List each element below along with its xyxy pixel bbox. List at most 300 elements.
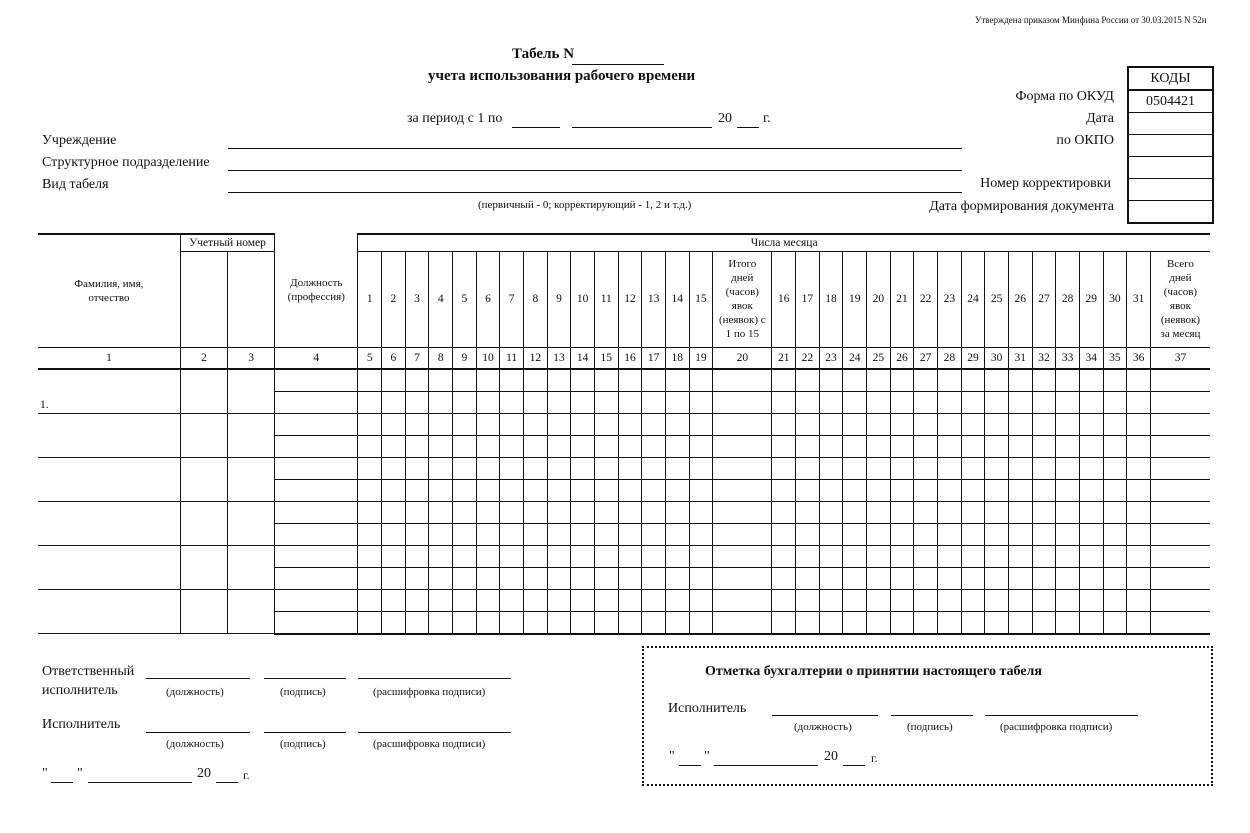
timesheet-cell[interactable] [547,369,571,392]
timesheet-cell[interactable] [689,391,713,413]
account-number-cell[interactable] [228,413,275,457]
timesheet-cell[interactable] [772,457,796,479]
timesheet-cell[interactable] [642,413,666,435]
timesheet-cell[interactable] [358,501,382,523]
acc-year-field[interactable] [843,765,865,766]
timesheet-cell[interactable] [843,501,867,523]
timesheet-cell[interactable] [1127,413,1151,435]
timesheet-cell[interactable] [523,435,547,457]
timesheet-cell[interactable] [382,391,406,413]
timesheet-cell[interactable] [1127,567,1151,589]
timesheet-cell[interactable] [453,391,477,413]
timesheet-cell[interactable] [772,369,796,392]
timesheet-cell[interactable] [642,391,666,413]
timesheet-cell[interactable] [843,479,867,501]
timesheet-cell[interactable] [689,523,713,545]
timesheet-cell[interactable] [1032,545,1056,567]
timesheet-cell[interactable] [961,479,985,501]
timesheet-cell[interactable] [890,413,914,435]
timesheet-cell[interactable] [405,567,429,589]
timesheet-cell[interactable] [713,369,772,392]
timesheet-cell[interactable] [914,457,938,479]
timesheet-cell[interactable] [1079,479,1103,501]
timesheet-cell[interactable] [618,567,642,589]
timesheet-cell[interactable] [689,545,713,567]
timesheet-cell[interactable] [1150,501,1210,523]
account-number-cell[interactable] [228,545,275,589]
timesheet-cell[interactable] [476,545,500,567]
timesheet-cell[interactable] [1127,523,1151,545]
account-number-cell[interactable] [228,369,275,414]
timesheet-cell[interactable] [453,523,477,545]
timesheet-cell[interactable] [772,523,796,545]
timesheet-cell[interactable] [985,413,1009,435]
timesheet-cell[interactable] [985,435,1009,457]
timesheet-cell[interactable] [618,413,642,435]
timesheet-cell[interactable] [890,391,914,413]
timesheet-cell[interactable] [382,501,406,523]
employee-name-cell[interactable] [38,457,180,501]
timesheet-cell[interactable] [594,567,618,589]
timesheet-cell[interactable] [405,391,429,413]
timesheet-cell[interactable] [772,501,796,523]
timesheet-cell[interactable] [867,611,891,634]
timesheet-cell[interactable] [1103,457,1127,479]
timesheet-cell[interactable] [618,545,642,567]
timesheet-cell[interactable] [642,567,666,589]
account-number-cell[interactable] [228,589,275,634]
timesheet-cell[interactable] [713,523,772,545]
timesheet-cell[interactable] [571,611,595,634]
timesheet-cell[interactable] [843,567,867,589]
timesheet-cell[interactable] [547,435,571,457]
timesheet-cell[interactable] [796,501,820,523]
timesheet-cell[interactable] [1032,391,1056,413]
account-number-cell[interactable] [180,501,227,545]
timesheet-cell[interactable] [819,611,843,634]
responsible-decoding-field[interactable] [358,678,511,679]
responsible-position-field[interactable] [146,678,250,679]
timesheet-cell[interactable] [500,501,524,523]
timesheet-cell[interactable] [819,435,843,457]
timesheet-cell[interactable] [1079,435,1103,457]
timesheet-cell[interactable] [937,391,961,413]
timesheet-cell[interactable] [1008,589,1032,611]
timesheet-cell[interactable] [405,413,429,435]
timesheet-cell[interactable] [571,589,595,611]
timesheet-cell[interactable] [571,567,595,589]
timesheet-cell[interactable] [618,523,642,545]
timesheet-cell[interactable] [1103,501,1127,523]
timesheet-cell[interactable] [867,501,891,523]
timesheet-cell[interactable] [819,545,843,567]
timesheet-cell[interactable] [843,369,867,392]
timesheet-cell[interactable] [665,413,689,435]
timesheet-cell[interactable] [571,391,595,413]
timesheet-cell[interactable] [1032,501,1056,523]
timesheet-cell[interactable] [1103,413,1127,435]
timesheet-cell[interactable] [642,457,666,479]
timesheet-cell[interactable] [914,435,938,457]
timesheet-cell[interactable] [796,435,820,457]
timesheet-cell[interactable] [819,457,843,479]
timesheet-cell[interactable] [642,435,666,457]
timesheet-cell[interactable] [796,589,820,611]
timesheet-cell[interactable] [796,567,820,589]
timesheet-cell[interactable] [665,567,689,589]
timesheet-cell[interactable] [914,391,938,413]
timesheet-cell[interactable] [1008,391,1032,413]
timesheet-cell[interactable] [961,611,985,634]
timesheet-cell[interactable] [476,479,500,501]
correction-code-cell[interactable] [1129,178,1212,200]
timesheet-cell[interactable] [358,589,382,611]
timesheet-cell[interactable] [405,545,429,567]
timesheet-cell[interactable] [819,589,843,611]
timesheet-cell[interactable] [1103,567,1127,589]
timesheet-cell[interactable] [1056,413,1080,435]
timesheet-cell[interactable] [961,567,985,589]
timesheet-cell[interactable] [1056,567,1080,589]
timesheet-cell[interactable] [476,523,500,545]
timesheet-cell[interactable] [1079,391,1103,413]
sign-day-field[interactable] [51,782,73,783]
timesheet-cell[interactable] [594,369,618,392]
timesheet-cell[interactable] [1056,589,1080,611]
timesheet-cell[interactable] [665,457,689,479]
timesheet-cell[interactable] [867,457,891,479]
timesheet-cell[interactable] [713,589,772,611]
timesheet-cell[interactable] [571,413,595,435]
timesheet-cell[interactable] [476,435,500,457]
timesheet-cell[interactable] [500,611,524,634]
timesheet-cell[interactable] [713,545,772,567]
timesheet-cell[interactable] [358,545,382,567]
timesheet-cell[interactable] [772,435,796,457]
timesheet-cell[interactable] [1103,391,1127,413]
timesheet-cell[interactable] [1079,457,1103,479]
timesheet-cell[interactable] [1127,611,1151,634]
timesheet-cell[interactable] [914,501,938,523]
timesheet-cell[interactable] [819,501,843,523]
timesheet-cell[interactable] [961,435,985,457]
timesheet-cell[interactable] [1056,457,1080,479]
timesheet-cell[interactable] [594,391,618,413]
timesheet-cell[interactable] [1150,479,1210,501]
timesheet-cell[interactable] [665,501,689,523]
timesheet-cell[interactable] [405,611,429,634]
timesheet-cell[interactable] [1056,369,1080,392]
date-code-cell[interactable] [1129,112,1212,134]
timesheet-cell[interactable] [961,391,985,413]
timesheet-cell[interactable] [358,567,382,589]
timesheet-cell[interactable] [1103,435,1127,457]
timesheet-cell[interactable] [275,413,358,435]
timesheet-cell[interactable] [985,501,1009,523]
timesheet-cell[interactable] [547,523,571,545]
timesheet-cell[interactable] [642,523,666,545]
timesheet-cell[interactable] [796,523,820,545]
timesheet-cell[interactable] [867,567,891,589]
timesheet-cell[interactable] [594,523,618,545]
timesheet-cell[interactable] [429,413,453,435]
timesheet-cell[interactable] [1150,369,1210,392]
timesheet-cell[interactable] [713,435,772,457]
timesheet-cell[interactable] [961,413,985,435]
timesheet-cell[interactable] [796,479,820,501]
timesheet-cell[interactable] [937,611,961,634]
timesheet-cell[interactable] [713,567,772,589]
timesheet-cell[interactable] [1056,501,1080,523]
timesheet-cell[interactable] [523,545,547,567]
timesheet-cell[interactable] [1127,589,1151,611]
timesheet-cell[interactable] [1079,501,1103,523]
account-number-cell[interactable] [180,369,227,414]
timesheet-cell[interactable] [571,501,595,523]
timesheet-cell[interactable] [594,589,618,611]
timesheet-cell[interactable] [937,523,961,545]
timesheet-cell[interactable] [1079,369,1103,392]
timesheet-cell[interactable] [382,369,406,392]
timesheet-cell[interactable] [500,479,524,501]
timesheet-cell[interactable] [453,567,477,589]
timesheet-cell[interactable] [819,523,843,545]
timesheet-cell[interactable] [1079,589,1103,611]
timesheet-cell[interactable] [1032,457,1056,479]
employee-name-cell[interactable] [38,545,180,589]
timesheet-cell[interactable] [867,589,891,611]
executor-decoding-field[interactable] [358,732,511,733]
timesheet-cell[interactable] [547,501,571,523]
timesheet-cell[interactable] [1103,479,1127,501]
timesheet-cell[interactable] [890,501,914,523]
timesheet-cell[interactable] [772,391,796,413]
timesheet-cell[interactable] [275,545,358,567]
timesheet-cell[interactable] [914,567,938,589]
employee-name-cell[interactable] [38,413,180,457]
timesheet-cell[interactable] [1008,413,1032,435]
timesheet-cell[interactable] [689,479,713,501]
timesheet-cell[interactable] [500,413,524,435]
timesheet-cell[interactable] [843,545,867,567]
timesheet-cell[interactable] [1103,589,1127,611]
timesheet-cell[interactable] [796,413,820,435]
timesheet-cell[interactable] [867,545,891,567]
timesheet-cell[interactable] [382,435,406,457]
timesheet-cell[interactable] [547,611,571,634]
timesheet-cell[interactable] [453,611,477,634]
timesheet-cell[interactable] [1056,523,1080,545]
timesheet-cell[interactable] [665,589,689,611]
timesheet-cell[interactable] [937,435,961,457]
timesheet-cell[interactable] [713,457,772,479]
timesheet-cell[interactable] [547,589,571,611]
timesheet-cell[interactable] [1103,523,1127,545]
timesheet-cell[interactable] [843,523,867,545]
timesheet-cell[interactable] [985,545,1009,567]
timesheet-cell[interactable] [819,391,843,413]
accounting-position-field[interactable] [772,715,878,716]
timesheet-cell[interactable] [594,501,618,523]
timesheet-cell[interactable] [547,413,571,435]
blank-code-cell[interactable] [1129,156,1212,178]
timesheet-cell[interactable] [689,435,713,457]
timesheet-cell[interactable] [1150,457,1210,479]
timesheet-cell[interactable] [1150,523,1210,545]
timesheet-cell[interactable] [713,611,772,634]
timesheet-cell[interactable] [382,457,406,479]
accounting-signature-field[interactable] [891,715,973,716]
timesheet-cell[interactable] [275,589,358,611]
timesheet-cell[interactable] [405,457,429,479]
timesheet-cell[interactable] [1103,545,1127,567]
timesheet-cell[interactable] [382,611,406,634]
timesheet-cell[interactable] [961,457,985,479]
timesheet-cell[interactable] [937,589,961,611]
employee-name-cell[interactable] [38,501,180,545]
timesheet-cell[interactable] [453,435,477,457]
timesheet-cell[interactable] [275,567,358,589]
timesheet-cell[interactable] [1008,435,1032,457]
timesheet-cell[interactable] [642,501,666,523]
timesheet-cell[interactable] [429,501,453,523]
timesheet-cell[interactable] [618,457,642,479]
timesheet-cell[interactable] [937,501,961,523]
timesheet-cell[interactable] [1008,567,1032,589]
timesheet-cell[interactable] [476,589,500,611]
timesheet-cell[interactable] [1127,457,1151,479]
acc-month-field[interactable] [714,765,818,766]
timesheet-cell[interactable] [772,479,796,501]
executor-signature-field[interactable] [264,732,346,733]
timesheet-cell[interactable] [500,457,524,479]
acc-day-field[interactable] [679,765,701,766]
timesheet-cell[interactable] [985,369,1009,392]
timesheet-cell[interactable] [867,391,891,413]
timesheet-cell[interactable] [523,369,547,392]
timesheet-cell[interactable] [429,457,453,479]
timesheet-cell[interactable] [618,611,642,634]
timesheet-cell[interactable] [796,369,820,392]
timesheet-cell[interactable] [914,611,938,634]
timesheet-cell[interactable] [618,589,642,611]
timesheet-cell[interactable] [1127,369,1151,392]
timesheet-cell[interactable] [1032,611,1056,634]
timesheet-cell[interactable] [890,545,914,567]
timesheet-cell[interactable] [689,457,713,479]
timesheet-cell[interactable] [665,391,689,413]
timesheet-cell[interactable] [500,589,524,611]
timesheet-cell[interactable] [665,545,689,567]
timesheet-cell[interactable] [476,391,500,413]
timesheet-cell[interactable] [665,435,689,457]
timesheet-cell[interactable] [665,611,689,634]
account-number-cell[interactable] [228,501,275,545]
timesheet-cell[interactable] [1056,545,1080,567]
timesheet-cell[interactable] [713,479,772,501]
timesheet-cell[interactable] [890,435,914,457]
timesheet-cell[interactable] [453,545,477,567]
subdivision-field[interactable] [228,170,962,171]
timesheet-cell[interactable] [405,435,429,457]
timesheet-cell[interactable] [1008,523,1032,545]
timesheet-cell[interactable] [1150,545,1210,567]
okud-code-cell[interactable]: 0504421 [1129,90,1212,112]
timesheet-cell[interactable] [843,611,867,634]
timesheet-cell[interactable] [523,611,547,634]
timesheet-cell[interactable] [1056,479,1080,501]
timesheet-cell[interactable] [890,611,914,634]
timesheet-cell[interactable] [796,611,820,634]
timesheet-cell[interactable] [523,479,547,501]
timesheet-cell[interactable] [1008,369,1032,392]
timesheet-cell[interactable] [689,413,713,435]
timesheet-cell[interactable] [358,479,382,501]
timesheet-cell[interactable] [275,479,358,501]
timesheet-cell[interactable] [453,589,477,611]
timesheet-cell[interactable] [1032,435,1056,457]
sign-year-field[interactable] [216,782,238,783]
account-number-cell[interactable] [180,413,227,457]
timesheet-cell[interactable] [961,369,985,392]
timesheet-cell[interactable] [429,589,453,611]
timesheet-cell[interactable] [796,545,820,567]
timesheet-cell[interactable] [819,479,843,501]
timesheet-cell[interactable] [914,369,938,392]
timesheet-cell[interactable] [429,567,453,589]
timesheet-cell[interactable] [1127,501,1151,523]
timesheet-cell[interactable] [1079,611,1103,634]
timesheet-cell[interactable] [429,611,453,634]
timesheet-cell[interactable] [358,435,382,457]
timesheet-cell[interactable] [665,523,689,545]
timesheet-cell[interactable] [476,457,500,479]
timesheet-cell[interactable] [476,501,500,523]
timesheet-cell[interactable] [476,369,500,392]
timesheet-cell[interactable] [571,369,595,392]
timesheet-cell[interactable] [594,435,618,457]
timesheet-cell[interactable] [937,413,961,435]
timesheet-cell[interactable] [689,611,713,634]
timesheet-cell[interactable] [1008,611,1032,634]
timesheet-cell[interactable] [1056,611,1080,634]
timesheet-cell[interactable] [1008,501,1032,523]
timesheet-cell[interactable] [890,369,914,392]
timesheet-cell[interactable] [985,523,1009,545]
timesheet-cell[interactable] [618,391,642,413]
timesheet-cell[interactable] [275,435,358,457]
timesheet-cell[interactable] [713,391,772,413]
timesheet-cell[interactable] [890,567,914,589]
timesheet-cell[interactable] [1127,435,1151,457]
timesheet-cell[interactable] [275,457,358,479]
timesheet-cell[interactable] [843,413,867,435]
timesheet-cell[interactable] [985,391,1009,413]
timesheet-cell[interactable] [772,567,796,589]
timesheet-cell[interactable] [547,567,571,589]
timesheet-cell[interactable] [1127,391,1151,413]
timesheet-cell[interactable] [689,589,713,611]
timesheet-cell[interactable] [985,479,1009,501]
timesheet-cell[interactable] [429,545,453,567]
timesheet-cell[interactable] [914,589,938,611]
timesheet-cell[interactable] [1032,589,1056,611]
timesheet-cell[interactable] [1008,457,1032,479]
timesheet-cell[interactable] [985,457,1009,479]
timesheet-cell[interactable] [961,545,985,567]
timesheet-cell[interactable] [819,369,843,392]
timesheet-cell[interactable] [571,435,595,457]
